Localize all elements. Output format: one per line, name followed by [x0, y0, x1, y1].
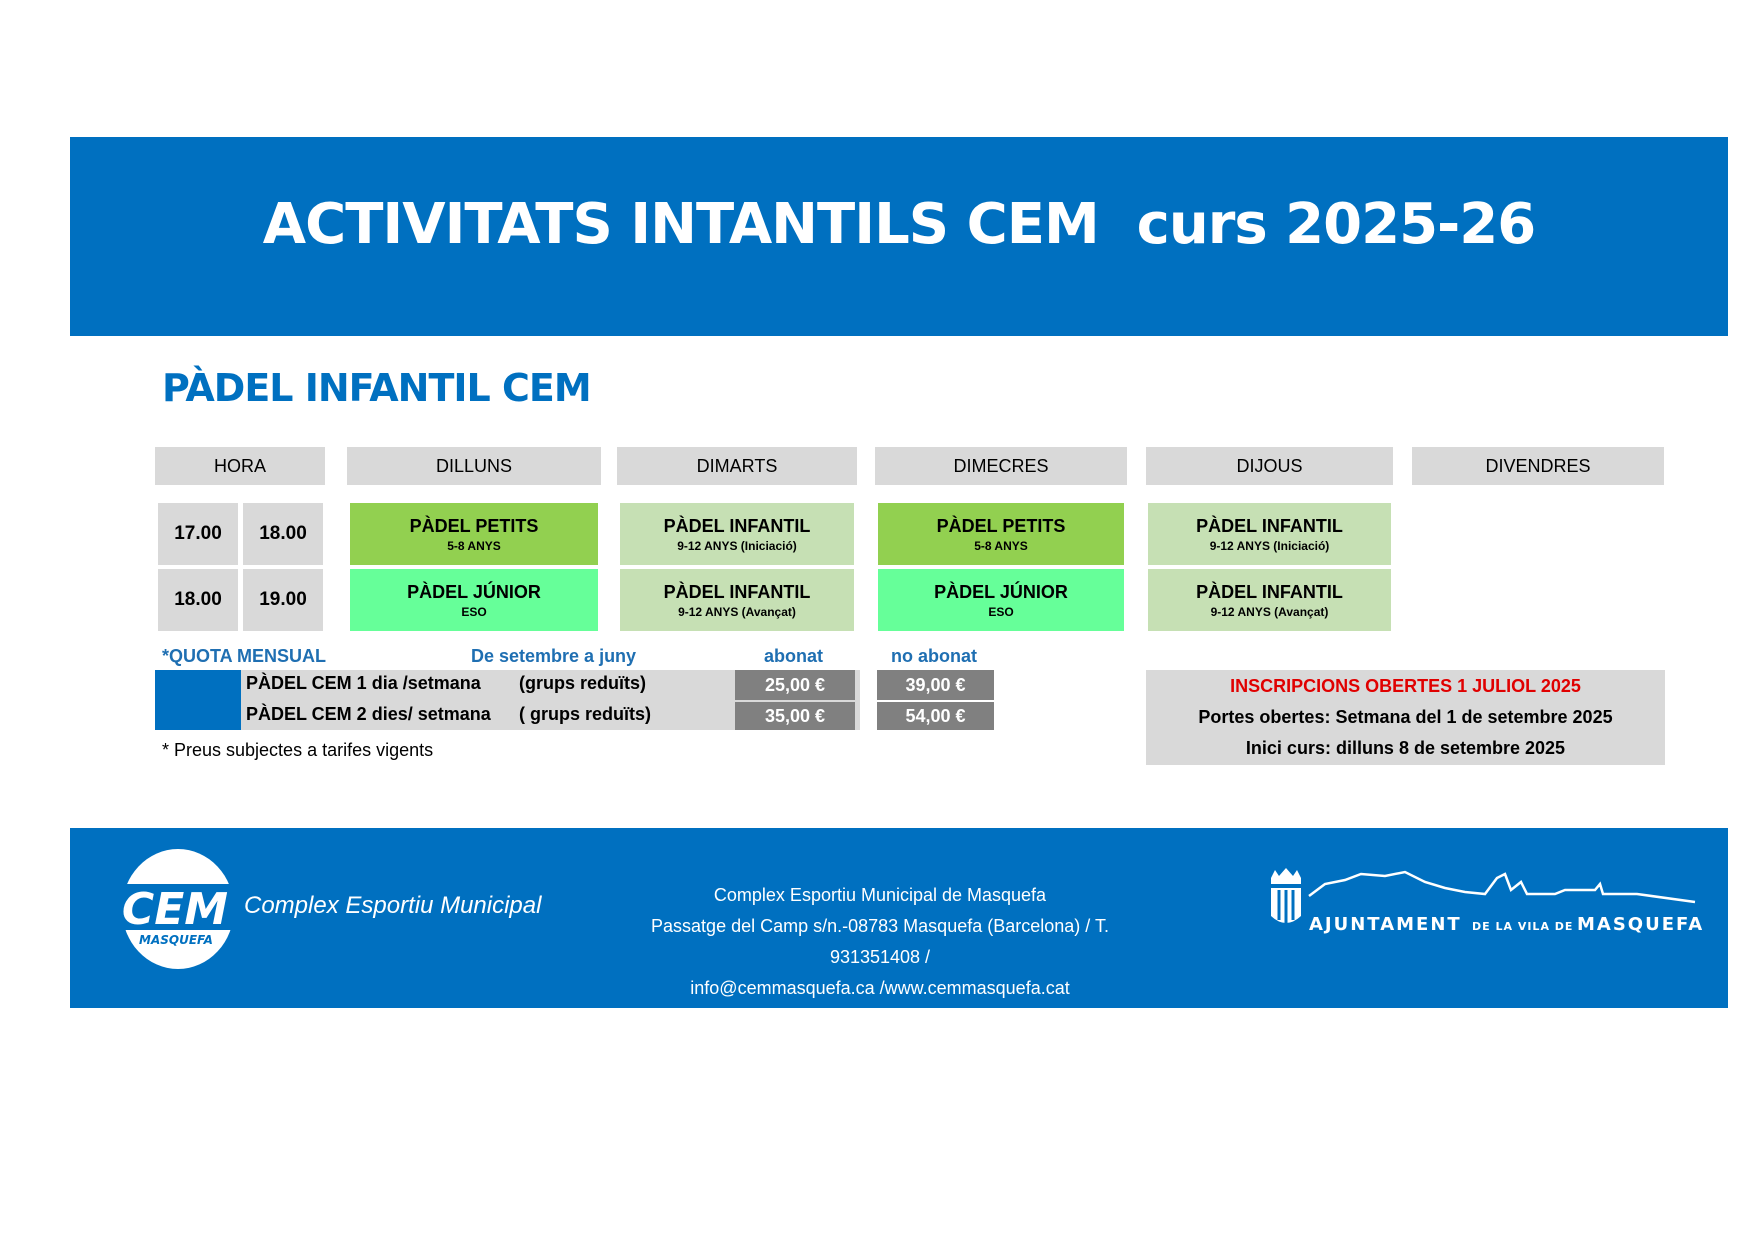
info-box	[1146, 670, 1665, 765]
course-start-notice: Inici curs: dilluns 8 de setembre 2025	[1245, 738, 1566, 758]
activity-name: PÀDEL INFANTIL	[1196, 581, 1343, 602]
quota-row-1-note: (grups reduïts)	[519, 673, 647, 693]
footer-banner	[70, 828, 1728, 1008]
activity-name: PÀDEL PETITS	[409, 515, 539, 536]
ajuntament-text: AJUNTAMENT	[1309, 914, 1462, 935]
ajuntament-de-la-vila: DE LA VILA DE	[1472, 920, 1574, 933]
complex-name: Complex Esportiu Municipal	[244, 892, 542, 919]
ajuntament-logo	[1265, 868, 1725, 968]
activity-name: PÀDEL JÚNIOR	[407, 581, 541, 602]
address-block	[610, 880, 1150, 1004]
open-doors-notice: Portes obertes: Setmana del 1 de setembre 2025	[1198, 707, 1613, 727]
price-2-no-abonat: 54,00 €	[877, 702, 994, 730]
activity-mon-slot-2	[350, 569, 598, 631]
activity-age: ESO	[461, 604, 487, 619]
activity-tue-slot-1	[620, 503, 854, 565]
title-year: curs 2025-26	[1136, 192, 1536, 257]
header-banner	[70, 137, 1728, 336]
quota-label: *QUOTA MENSUAL	[162, 646, 326, 666]
activity-age: 5-8 ANYS	[974, 538, 1028, 553]
activity-wed-slot-2	[878, 569, 1124, 631]
price-1-no-abonat: 39,00 €	[877, 670, 994, 700]
activity-age: 9-12 ANYS (Avançat)	[1210, 604, 1329, 619]
activity-name: PÀDEL PETITS	[936, 515, 1066, 536]
quota-col-no-abonat: no abonat	[891, 646, 977, 666]
quota-color-block	[155, 670, 241, 730]
slot-1-start: 17.00	[158, 503, 238, 565]
activity-age: 9-12 ANYS (Avançat)	[678, 604, 796, 619]
inscriptions-notice: INSCRIPCIONS OBERTES 1 JULIOL 2025	[1230, 676, 1581, 696]
address-line-2: Passatge del Camp s/n.-08783 Masquefa (Barcelona) / T. 931351408 /	[651, 916, 1109, 967]
activity-age: 5-8 ANYS	[447, 538, 501, 553]
activity-age: ESO	[988, 604, 1014, 619]
address-line-1: Complex Esportiu Municipal de Masquefa	[713, 885, 1047, 905]
col-header-hora: HORA	[155, 447, 325, 485]
quota-row-1-name: PÀDEL CEM 1 dia /setmana	[246, 673, 481, 693]
cem-logo-text: CEM	[121, 884, 229, 935]
address-line-3: info@cemmasquefa.ca /www.cemmasquefa.cat	[690, 978, 1070, 998]
section-title: PÀDEL INFANTIL CEM	[162, 366, 591, 410]
title-main: ACTIVITATS INTANTILS CEM	[262, 192, 1099, 257]
col-header-divendres: DIVENDRES	[1412, 447, 1664, 485]
quota-row-2-note: ( grups reduïts)	[519, 704, 652, 724]
price-1-abonat: 25,00 €	[735, 670, 855, 700]
quota-col-abonat: abonat	[764, 646, 824, 666]
price-footnote: * Preus subjectes a tarifes vigents	[162, 740, 434, 760]
activity-mon-slot-1	[350, 503, 598, 565]
activity-thu-slot-2	[1148, 569, 1391, 631]
activity-age: 9-12 ANYS (Iniciació)	[677, 538, 797, 553]
cem-logo	[110, 846, 240, 972]
col-header-dilluns: DILLUNS	[347, 447, 601, 485]
quota-period: De setembre a juny	[471, 646, 637, 666]
ajuntament-masquefa: MASQUEFA	[1577, 914, 1705, 935]
col-header-dijous: DIJOUS	[1146, 447, 1393, 485]
cem-logo-subtext: MASQUEFA	[139, 933, 213, 947]
quota-row-2-name: PÀDEL CEM 2 dies/ setmana	[246, 704, 491, 724]
activity-tue-slot-2	[620, 569, 854, 631]
activity-age: 9-12 ANYS (Iniciació)	[1209, 538, 1330, 553]
slot-2-start: 18.00	[158, 569, 238, 631]
slot-1-end: 18.00	[243, 503, 323, 565]
activity-name: PÀDEL INFANTIL	[663, 515, 811, 536]
page-title	[70, 192, 1728, 257]
activity-name: PÀDEL INFANTIL	[1196, 515, 1343, 536]
activity-thu-slot-1	[1148, 503, 1391, 565]
activity-name: PÀDEL INFANTIL	[663, 581, 811, 602]
slot-2-end: 19.00	[243, 569, 323, 631]
activity-name: PÀDEL JÚNIOR	[934, 581, 1068, 602]
price-2-abonat: 35,00 €	[735, 702, 855, 730]
col-header-dimecres: DIMECRES	[875, 447, 1127, 485]
skyline-icon	[1309, 872, 1695, 902]
col-header-dimarts: DIMARTS	[617, 447, 857, 485]
activity-wed-slot-1	[878, 503, 1124, 565]
